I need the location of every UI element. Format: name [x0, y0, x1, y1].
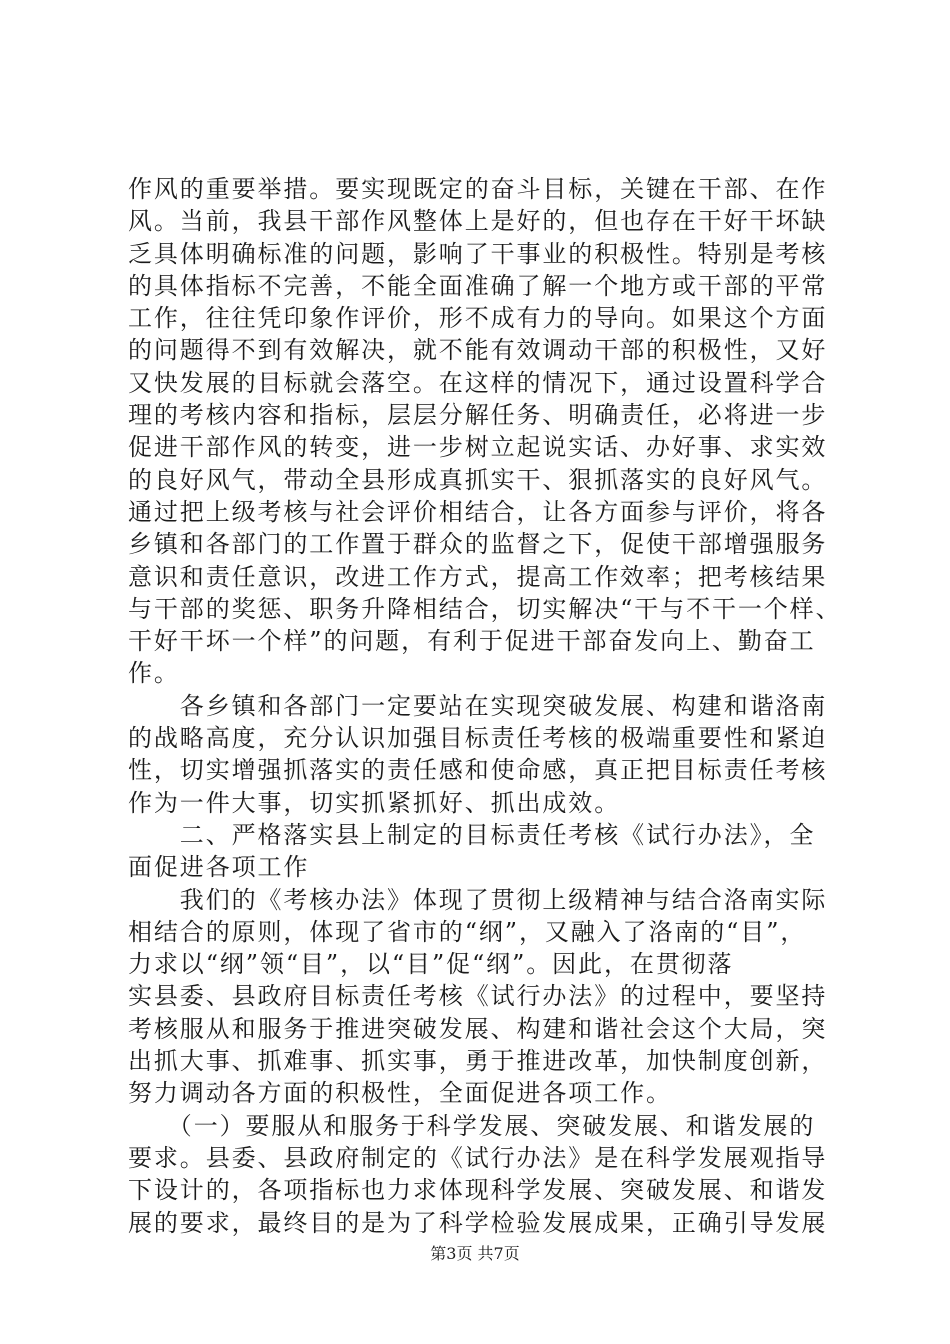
text-line: 的问题得不到有效解决，就不能有效调动干部的积极性，又好	[128, 336, 828, 365]
text-line: 力求以“纲”领“目”，以“目”促“纲”。因此，在贯彻落	[128, 950, 734, 979]
text-line: 干好干坏一个样”的问题，有利于促进干部奋发向上、勤奋工	[128, 627, 816, 656]
text-line: 作为一件大事，切实抓紧抓好、抓出成效。	[128, 788, 621, 817]
body-text	[128, 173, 842, 1239]
text-line: 展的要求，最终目的是为了科学检验发展成果，正确引导发展	[128, 1208, 828, 1237]
text-line: 促进干部作风的转变，进一步树立起说实话、办好事、求实效	[128, 433, 828, 462]
section-heading-line: 面促进各项工作	[128, 853, 310, 882]
text-line: 工作，往往凭印象作评价，形不成有力的导向。如果这个方面	[128, 304, 828, 333]
section-heading-line: 二、严格落实县上制定的目标责任考核《试行办法》，全	[128, 820, 816, 849]
text-line: 风。当前，我县干部作风整体上是好的，但也存在干好干坏缺	[128, 207, 828, 236]
text-line: 考核服从和服务于推进突破发展、构建和谐社会这个大局，突	[128, 1014, 828, 1043]
text-line: 出抓大事、抓难事、抓实事，勇于推进改革，加快制度创新，	[128, 1047, 828, 1076]
text-line: 的战略高度，充分认识加强目标责任考核的极端重要性和紧迫	[128, 724, 828, 753]
text-line: （一）要服从和服务于科学发展、突破发展、和谐发展的	[128, 1111, 816, 1140]
text-line: 的具体指标不完善，不能全面准确了解一个地方或干部的平常	[128, 271, 828, 300]
text-line: 我们的《考核办法》体现了贯彻上级精神与结合洛南实际	[128, 885, 828, 914]
text-line: 意识和责任意识，改进工作方式，提高工作效率；把考核结果	[128, 562, 828, 591]
text-line: 下设计的，各项指标也力求体现科学发展、突破发展、和谐发	[128, 1176, 828, 1205]
text-line: 乡镇和各部门的工作置于群众的监督之下，促使干部增强服务	[128, 530, 828, 559]
text-line: 相结合的原则，体现了省市的“纲”，又融入了洛南的“目”，	[128, 917, 807, 946]
page-number-footer: 第3页 共7页	[430, 1244, 520, 1263]
text-line: 的良好风气，带动全县形成真抓实干、狠抓落实的良好风气。	[128, 465, 828, 494]
text-line: 又快发展的目标就会落空。在这样的情况下，通过设置科学合	[128, 368, 828, 397]
text-line: 通过把上级考核与社会评价相结合，让各方面参与评价，将各	[128, 497, 828, 526]
text-line: 实县委、县政府目标责任考核《试行办法》的过程中，要坚持	[128, 982, 828, 1011]
text-line: 乏具体明确标准的问题，影响了干事业的积极性。特别是考核	[128, 239, 828, 268]
text-line: 性，切实增强抓落实的责任感和使命感，真正把目标责任考核	[128, 756, 828, 785]
text-line: 各乡镇和各部门一定要站在实现突破发展、构建和谐洛南	[128, 691, 828, 720]
text-line: 努力调动各方面的积极性，全面促进各项工作。	[128, 1079, 672, 1108]
text-line: 作风的重要举措。要实现既定的奋斗目标，关键在干部、在作	[128, 175, 828, 203]
text-line: 理的考核内容和指标，层层分解任务、明确责任，必将进一步	[128, 401, 828, 430]
text-line: 与干部的奖惩、职务升降相结合，切实解决“干与不干一个样、	[128, 594, 842, 623]
text-line: 要求。县委、县政府制定的《试行办法》是在科学发展观指导	[128, 1143, 828, 1172]
text-line: 作。	[128, 659, 180, 688]
